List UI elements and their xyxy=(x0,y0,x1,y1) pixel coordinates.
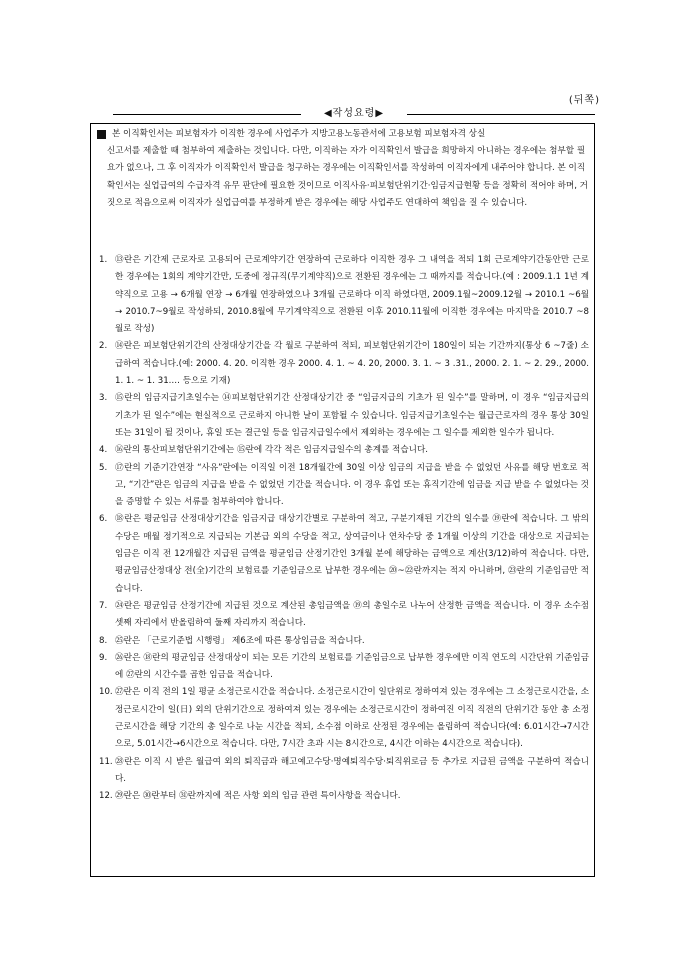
instruction-item xyxy=(99,390,589,442)
instruction-item xyxy=(99,338,589,390)
instructions-box xyxy=(90,123,595,877)
instruction-item xyxy=(99,511,589,597)
instruction-text: ㉙란은 ㉚란부터 ㉛란까지에 적은 사항 외의 임금 관련 특이사항을 적습니다. xyxy=(115,791,401,802)
instruction-text: ㉔란은 평균임금 산정기간에 지급된 것으로 계산된 총임금액을 ⑲의 총일수로 나누어 산정한 금액을 적습니다. 이 경우 소수점 셋째 자리에서 반올림하여 둘째 자리까지 적습니다. xyxy=(115,600,589,629)
page-side-label: (뒤쪽) xyxy=(568,95,600,106)
instruction-number: 6. xyxy=(99,514,108,525)
instruction-item xyxy=(99,650,589,685)
instruction-number: 3. xyxy=(99,393,108,404)
instruction-item xyxy=(99,754,589,789)
intro-body: 신고서를 제출할 때 첨부하여 제출하는 것입니다. 다만, 이직하는 자가 이직확인서 발급을 희망하지 아니하는 경우에는 첨부할 필요가 없으나, 그 후 이직자가 이직확인서 발급을 청구하는 경우에는 이직확인서를 작성하여 이직자에게 내주어야 합니다. 본 이직확인서는 실업급여의 수급자격 유무 판단에 필요한 것이므로 이직사유·피보험단위기간·임금지급현황 등을 정확히 적어야 하며, 거짓으로 적음으로써 이직자가 실업급여를 부정하게 받은 경우에는 해당 사업주도 연대하여 책임을 질 수 있습니다. xyxy=(107,146,588,208)
instruction-number: 11. xyxy=(99,756,113,767)
instruction-text: ㉗란은 이직 전의 1일 평균 소정근로시간을 적습니다. 소정근로시간이 일단위로 정하여져 있는 경우에는 그 소정근로시간을, 소정근로시간이 일(日) 외의 단위기간으로 정하여져 있는 경우에는 소정근로시간이 정하여진 이직 직전의 단위기간 동안 총 소정근로시간을 해당 기간의 총 일수로 나눈 시간을 적되, 소수점 이하로 산정된 경우에는 올림하여 적습니다(예: 6.01시간→7시간으로, 5.01시간→6시간으로 적습니다. 다만, 7시간 초과 시는 8시간으로, 4시간 이하는 4시간으로 적습니다). xyxy=(115,687,589,750)
instruction-text: ⑰란의 기준기간연장 “사유”란에는 이직일 이전 18개월간에 30일 이상 임금의 지급을 받을 수 없었던 사유를 해당 번호로 적고, “기간”란은 임금의 지급을 받을 수 없었던 기간을 적습니다. 이 경우 휴업 또는 휴직기간에 임금을 지급 받을 수 없었다는 것을 증명할 수 있는 서류를 첨부하여야 합니다. xyxy=(115,462,589,508)
instruction-text: ⑭란은 피보험단위기간의 산정대상기간을 각 월로 구분하여 적되, 피보험단위기간이 180일이 되는 기간까지(통상 6 ~7줄) 소급하여 적습니다.(예: 2000. 4. 20. 이직한 경우 2000. 4. 1. ~ 4. 20, 2000. 3. 1. ~ 3 .31., 2000. 2. 1. ~ 2. 29., 2000. 1. 1. ~ 1. 31.… 등으로 기재) xyxy=(115,341,589,387)
instruction-list xyxy=(99,252,589,806)
instruction-text: ㉘란은 이직 시 받은 월급여 외의 퇴직금과 해고예고수당·명예퇴직수당·퇴직위로금 등 추가로 지급된 금액을 구분하여 적습니다. xyxy=(115,756,589,784)
instruction-item xyxy=(99,788,589,805)
instruction-number: 10. xyxy=(99,687,113,698)
instruction-number: 9. xyxy=(99,652,108,663)
instruction-item xyxy=(99,252,589,338)
instruction-text: ⑮란의 임금지급기초일수는 ⑭피보험단위기간 산정대상기간 중 “임금지급의 기초가 된 일수”를 말하며, 이 경우 “임금지급의 기초가 된 일수”에는 현실적으로 근로하지 아니한 날이 포함될 수 있습니다. 임금지급기초일수는 월급근로자의 경우 통상 30일 또는 31일이 될 것이나, 휴일 또는 결근일 등을 임금지급일수에서 제외하는 경우에는 그 일수를 제외한 일수가 됩니다. xyxy=(115,393,589,438)
intro-paragraph xyxy=(97,126,589,212)
instruction-number: 5. xyxy=(99,462,108,473)
title-rule-right xyxy=(407,114,595,115)
instruction-number: 8. xyxy=(99,635,108,646)
instruction-text: ⑬란은 기간제 근로자로 고용되어 근로계약기간 연장하여 근로하다 이직한 경우 그 내역을 적되 1회 근로계약기간동안만 근로한 경우에는 1회의 계약기간만, 도중에 정규직(무기계약직)으로 전환된 경우에는 그 때까지를 적습니다.(예 : 2009.1.1 1년 계약직으로 고용 → 6개월 연장 → 6개월 연장하였으나 3개월 근로하다 이직 하였다면, 2009.1월~2009.12월 → 2010.1 ~6월 → 2010.7~9월로 작성하되, 2010.8월에 무기계약직으로 전환된 이후 2010.11월에 이직한 경우에는 마지막을 2010.7 ~8월로 작성) xyxy=(115,255,589,335)
square-bullet-icon xyxy=(97,130,106,139)
instruction-item xyxy=(99,684,589,753)
instruction-item xyxy=(99,460,589,512)
instruction-number: 7. xyxy=(99,600,108,611)
section-title: ◀작성요령▶ xyxy=(323,108,385,119)
section-title-row xyxy=(113,107,595,121)
instruction-item xyxy=(99,442,589,459)
instruction-number: 1. xyxy=(99,255,108,265)
intro-first-line: 본 이직확인서는 피보험자가 이직한 경우에 사업주가 지방고용노동관서에 고용보험 피보험자격 상실 xyxy=(112,129,486,139)
instruction-text: ㉖란은 ⑱란의 평균임금 산정대상이 되는 모든 기간의 보험료를 기준임금으로 납부한 경우에만 이직 연도의 시간단위 기준임금에 ㉗란의 시간수를 곱한 임금을 적습니다. xyxy=(115,652,589,681)
instruction-number: 4. xyxy=(99,445,108,456)
instruction-text: ⑯란의 통산피보험단위기간에는 ⑮란에 각각 적은 임금지급일수의 총계를 적습니다. xyxy=(115,445,428,456)
instruction-text: ⑱란은 평균임금 산정대상기간을 임금지급 대상기간별로 구분하여 적고, 구분기재된 기간의 일수를 ⑲란에 적습니다. 그 밖의 수당은 매월 정기적으로 지급되는 기본급 외의 수당을 적고, 상여금이나 연차수당 중 1개월 이상의 기간을 대상으로 지급되는 임금은 이직 전 12개월간 지급된 금액을 평균임금 산정기간인 3개월 분에 해당하는 금액으로 계산(3/12)하여 적습니다. 다만, 평균임금산정대상 전(全)기간의 보험료를 기준임금으로 납부한 경우에는 ⑳~㉒란까지는 적지 아니하며, ㉓란의 기준임금만 적습니다. xyxy=(115,514,589,594)
instruction-item xyxy=(99,598,589,633)
instruction-text: ㉕란은 「근로기준법 시행령」 제6조에 따른 통상임금을 적습니다. xyxy=(115,635,365,646)
instruction-item xyxy=(99,633,589,650)
instruction-number: 2. xyxy=(99,341,108,352)
instruction-number: 12. xyxy=(99,791,113,802)
